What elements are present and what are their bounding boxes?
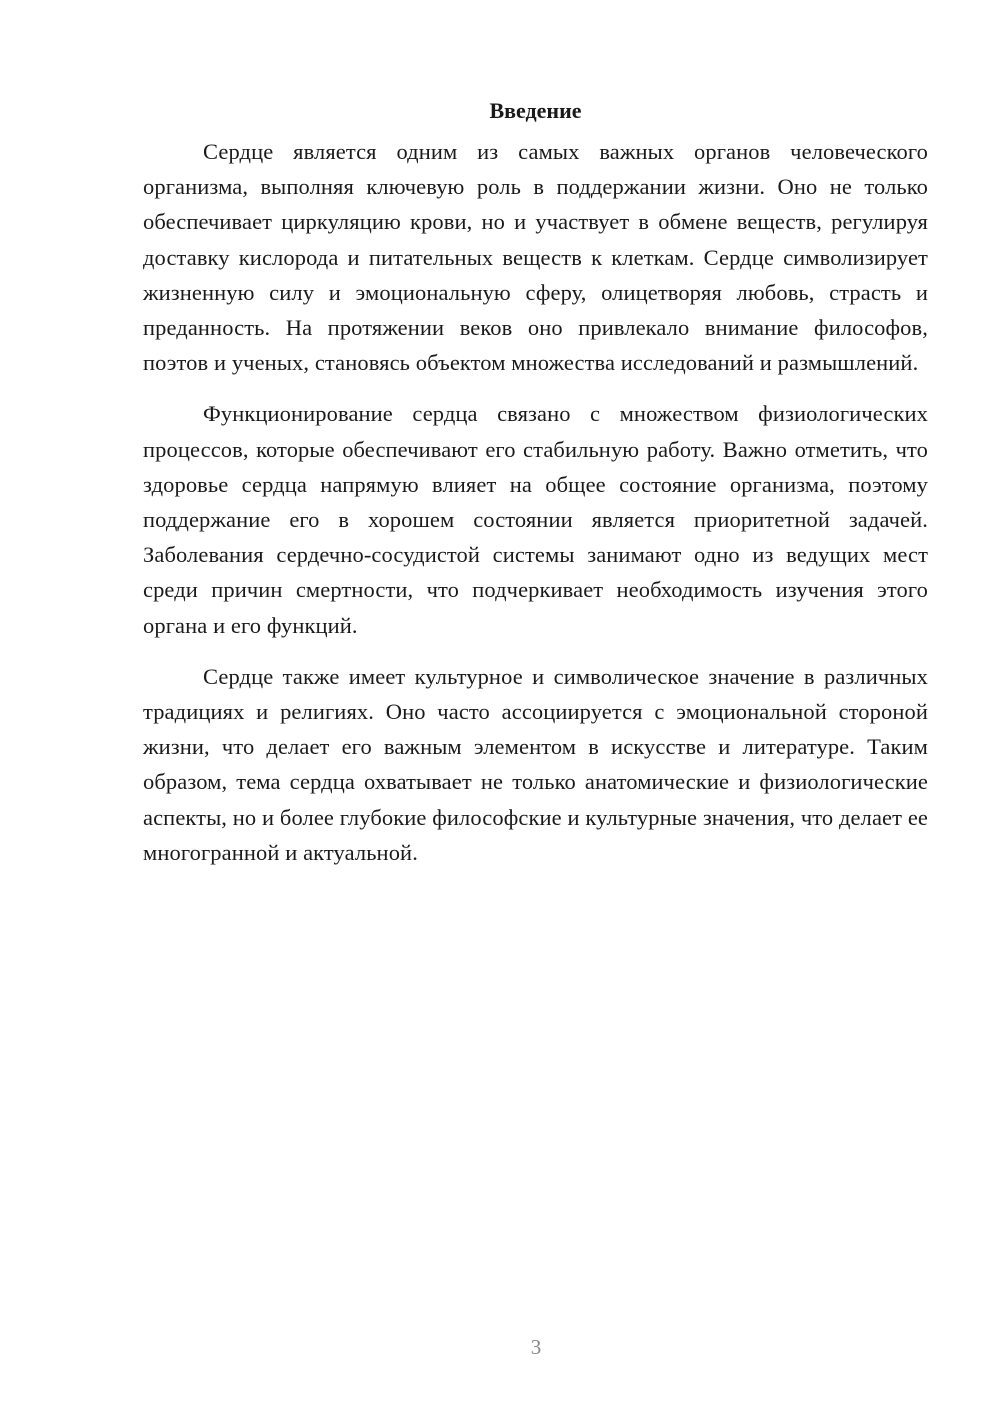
page-number: 3 [530,1335,542,1359]
page-content [143,92,928,886]
paragraph-2: Функционирование сердца связано с множеством физиологических процессов, которые обеспечивают его стабильную работу. Важно отметить, что здоровье сердца напрямую влияет на общее состояние организма, поэтому поддержание его в хорошем состоянии является приоритетной задачей. Заболевания сердечно-сосудистой системы занимают одно из ведущих мест среди причин смертности, что подчеркивает необходимость изучения этого органа и его функций. [143,401,928,638]
page-title: Введение [489,98,582,123]
paragraph-3: Сердце также имеет культурное и символическое значение в различных традициях и религиях. Оно часто ассоциируется с эмоциональной стороной жизни, что делает его важным элементом в искусстве и литературе. Таким образом, тема сердца охватывает не только анатомические и физиологические аспекты, но и более глубокие философские и культурные значения, что делает ее многогранной и актуальной. [143,663,928,865]
paragraph-1: Сердце является одним из самых важных органов человеческого организма, выполняя ключевую роль в поддержании жизни. Оно не только обеспечивает циркуляцию крови, но и участвует в обмене веществ, регулируя доставку кислорода и питательных веществ к клеткам. Сердце символизирует жизненную силу и эмоциональную сферу, олицетворяя любовь, страсть и преданность. На протяжении веков оно привлекало внимание философов, поэтов и ученых, становясь объектом множества исследований и размышлений. [143,139,928,376]
